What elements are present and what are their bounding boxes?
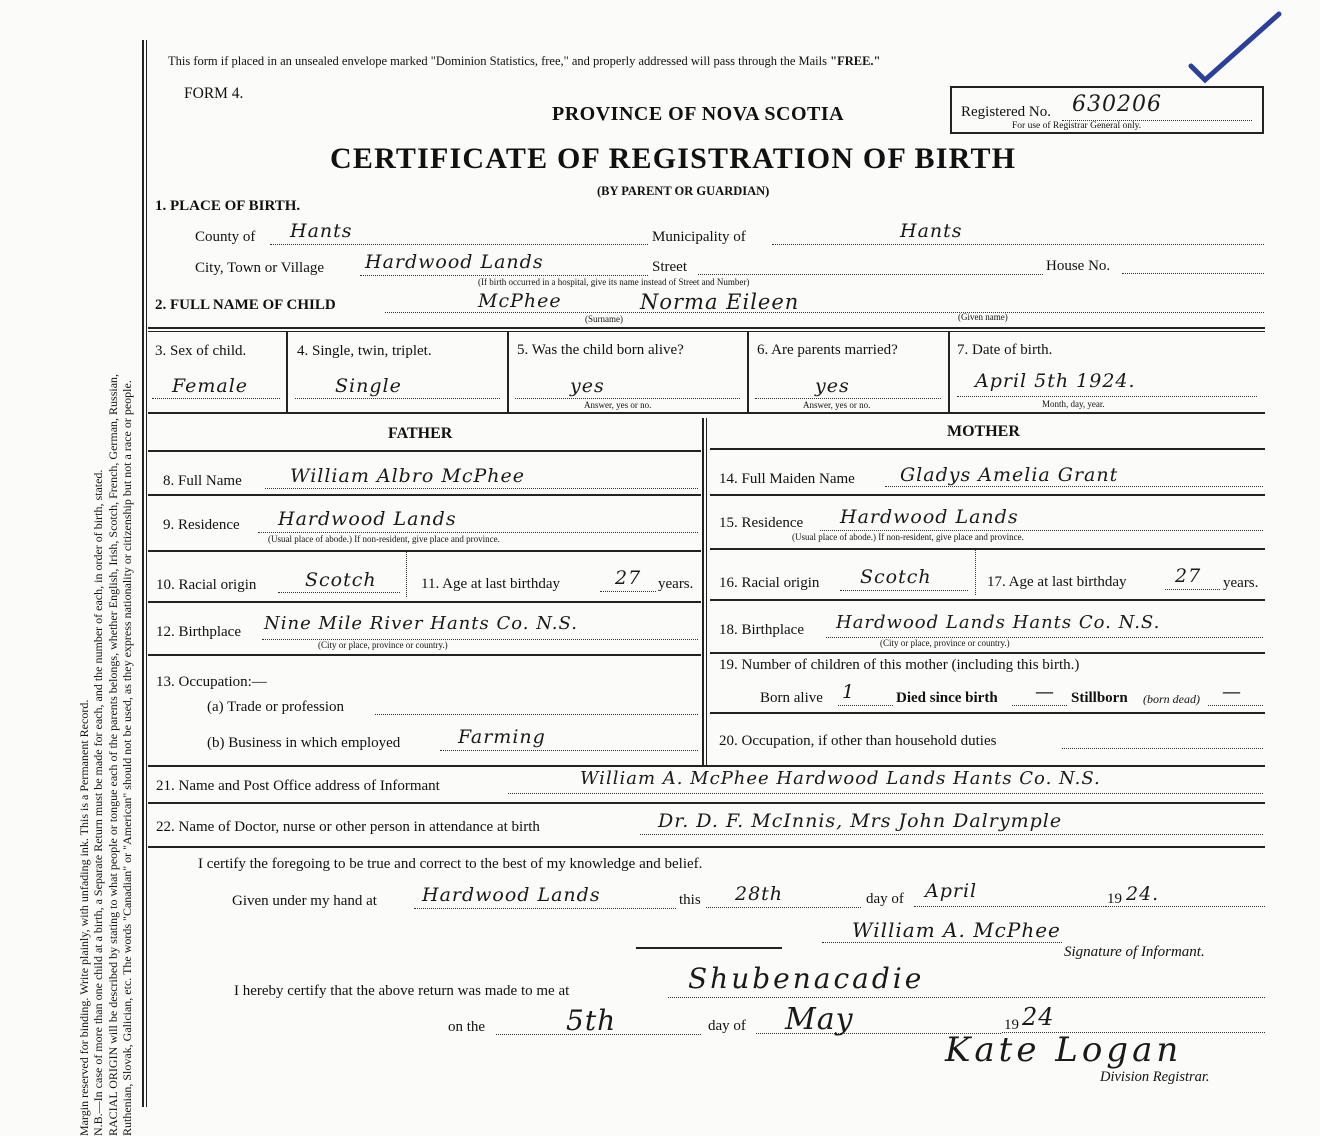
given-place-value: Hardwood Lands bbox=[422, 884, 601, 906]
mother-heading: MOTHER bbox=[947, 423, 1020, 440]
doctor-label: 22. Name of Doctor, nurse or other person in attendance at birth bbox=[156, 819, 540, 835]
father-residence-caption: (Usual place of abode.) If non-resident, give place and province. bbox=[268, 534, 500, 544]
mother-name-value: Gladys Amelia Grant bbox=[900, 464, 1119, 486]
father-birthplace-caption: (City or place, province or country.) bbox=[318, 640, 448, 650]
sex-label: 3. Sex of child. bbox=[155, 343, 247, 359]
mother-birthplace-label: 18. Birthplace bbox=[719, 622, 804, 638]
plurality-label: 4. Single, twin, triplet. bbox=[297, 343, 432, 359]
child-surname: McPhee bbox=[478, 290, 562, 312]
stillborn-caption: (born dead) bbox=[1143, 692, 1200, 706]
informant-signature: William A. McPhee bbox=[852, 918, 1061, 942]
informant-signature-caption: Signature of Informant. bbox=[1064, 944, 1205, 960]
registrar-day-of-label: day of bbox=[708, 1018, 746, 1034]
father-trade-label: (a) Trade or profession bbox=[207, 699, 345, 715]
father-birthplace-label: 12. Birthplace bbox=[156, 624, 241, 640]
registrar-signature-caption: Division Registrar. bbox=[1100, 1069, 1210, 1085]
on-the-label: on the bbox=[448, 1019, 486, 1035]
this-label: this bbox=[679, 892, 701, 908]
father-residence-value: Hardwood Lands bbox=[278, 508, 457, 530]
margin-rule bbox=[142, 40, 144, 1107]
mother-residence-value: Hardwood Lands bbox=[840, 506, 1019, 528]
informant-value: William A. McPhee Hardwood Lands Hants Co. N.S. bbox=[580, 768, 1101, 789]
margin-instructions bbox=[77, 56, 163, 1136]
father-name-value: William Albro McPhee bbox=[290, 465, 526, 487]
city-value: Hardwood Lands bbox=[365, 251, 544, 273]
father-business-label: (b) Business in which employed bbox=[207, 735, 401, 751]
form-number: FORM 4. bbox=[184, 85, 244, 102]
registrar-signature: Kate Logan bbox=[945, 1030, 1183, 1070]
given-under-label: Given under my hand at bbox=[232, 893, 377, 909]
mail-free: "FREE." bbox=[830, 54, 881, 68]
given-caption: (Given name) bbox=[958, 312, 1008, 322]
mother-race-label: 16. Racial origin bbox=[719, 575, 820, 591]
given-day-of-label: day of bbox=[866, 891, 904, 907]
mother-age-unit: years. bbox=[1223, 575, 1259, 591]
margin-rule-inner bbox=[146, 40, 147, 1107]
mail-notice: This form if placed in an unsealed envelope marked "Dominion Statistics, free," and properly addressed will pass through the Mails "FREE." bbox=[168, 54, 881, 68]
father-heading: FATHER bbox=[388, 425, 453, 442]
certificate-subtitle: (BY PARENT OR GUARDIAN) bbox=[597, 184, 770, 198]
margin-line-1: Margin reserved for binding. Write plainly, with unfading ink. This is a Permanent Record. bbox=[77, 699, 91, 1136]
mother-age-value: 27 bbox=[1175, 565, 1202, 587]
alive-caption: Answer, yes or no. bbox=[584, 400, 652, 410]
father-race-label: 10. Racial origin bbox=[156, 577, 257, 593]
certificate-title: CERTIFICATE OF REGISTRATION OF BIRTH bbox=[330, 142, 1017, 175]
alive-label: 5. Was the child born alive? bbox=[517, 342, 684, 358]
mother-age-label: 17. Age at last birthday bbox=[987, 574, 1127, 590]
margin-line-2: N.B.—In case of more than one child at a birth, a Separate Return must be made for each, and the number of each, in order of birth, stated. bbox=[91, 469, 106, 1136]
father-birthplace-value: Nine Mile River Hants Co. N.S. bbox=[264, 613, 578, 634]
stillborn-value: — bbox=[1222, 681, 1242, 703]
stillborn-label: Stillborn bbox=[1071, 690, 1128, 706]
place-of-birth-heading: 1. PLACE OF BIRTH. bbox=[155, 198, 301, 214]
children-count-label: 19. Number of children of this mother (including this birth.) bbox=[719, 657, 1080, 673]
given-year-value: 24. bbox=[1126, 883, 1160, 905]
house-label: House No. bbox=[1046, 258, 1111, 274]
married-label: 6. Are parents married? bbox=[757, 342, 898, 358]
surname-caption: (Surname) bbox=[585, 314, 623, 324]
mother-race-value: Scotch bbox=[860, 566, 932, 588]
mother-name-label: 14. Full Maiden Name bbox=[719, 471, 855, 487]
father-business-value: Farming bbox=[458, 726, 546, 748]
registrar-month-value: May bbox=[785, 1002, 854, 1037]
father-age-value: 27 bbox=[615, 567, 642, 589]
sex-value: Female bbox=[172, 375, 249, 397]
registrar-year-prefix: 19 bbox=[1004, 1017, 1019, 1033]
city-label: City, Town or Village bbox=[195, 260, 325, 276]
dob-label: 7. Date of birth. bbox=[957, 342, 1053, 358]
informant-label: 21. Name and Post Office address of Informant bbox=[156, 778, 440, 794]
mother-birthplace-value: Hardwood Lands Hants Co. N.S. bbox=[836, 612, 1161, 633]
hospital-note: (If birth occurred in a hospital, give its name instead of Street and Number) bbox=[478, 277, 750, 287]
child-name-label: 2. FULL NAME OF CHILD bbox=[155, 297, 336, 313]
father-name-label: 8. Full Name bbox=[163, 473, 242, 489]
registrar-statement: I hereby certify that the above return was made to me at bbox=[234, 983, 570, 999]
given-year-prefix: 19 bbox=[1107, 891, 1122, 907]
father-residence-label: 9. Residence bbox=[163, 517, 240, 533]
died-since-birth-value: — bbox=[1035, 681, 1055, 703]
registered-value: 630206 bbox=[1072, 92, 1162, 117]
registrar-place-value: Shubenacadie bbox=[688, 962, 925, 995]
check-mark-icon bbox=[1185, 8, 1285, 84]
certification-statement: I certify the foregoing to be true and correct to the best of my knowledge and belief. bbox=[198, 856, 703, 872]
registrar-day-value: 5th bbox=[566, 1004, 617, 1037]
married-caption: Answer, yes or no. bbox=[803, 400, 871, 410]
born-alive-label: Born alive bbox=[760, 690, 823, 706]
dob-caption: Month, day, year. bbox=[1042, 399, 1105, 409]
mother-residence-caption: (Usual place of abode.) If non-resident, give place and province. bbox=[792, 532, 1024, 542]
registered-number-box bbox=[950, 86, 1264, 134]
mother-occupation-label: 20. Occupation, if other than household duties bbox=[719, 733, 997, 749]
born-alive-value: 1 bbox=[842, 681, 856, 703]
died-since-birth-label: Died since birth bbox=[896, 690, 998, 706]
child-given-name: Norma Eileen bbox=[640, 290, 800, 314]
father-age-unit: years. bbox=[658, 576, 694, 592]
municipality-label: Municipality of bbox=[652, 229, 746, 245]
registrar-year-value: 24 bbox=[1022, 1003, 1055, 1031]
dob-value: April 5th 1924. bbox=[975, 370, 1136, 392]
registered-label: Registered No. bbox=[961, 104, 1051, 120]
father-age-label: 11. Age at last birthday bbox=[421, 576, 560, 592]
married-value: yes bbox=[815, 375, 850, 397]
margin-line-3: RACIAL ORIGIN will be described by stating to what people or tongue each of the parents belongs, whether English, Irish, Scotch, French, German, Russian, bbox=[105, 373, 120, 1136]
municipality-value: Hants bbox=[900, 220, 963, 242]
mother-residence-label: 15. Residence bbox=[719, 515, 804, 531]
father-race-value: Scotch bbox=[305, 569, 377, 591]
doctor-value: Dr. D. F. McInnis, Mrs John Dalrymple bbox=[658, 810, 1063, 832]
plurality-value: Single bbox=[335, 375, 402, 397]
alive-value: yes bbox=[570, 375, 605, 397]
county-value: Hants bbox=[290, 220, 353, 242]
street-label: Street bbox=[652, 259, 687, 275]
county-label: County of bbox=[195, 229, 256, 245]
margin-line-4: Ruthenian, Slovak, Galician, etc. The words "Canadian" or "American" should not be used, as they express nationality or citizenship but not a race or people. bbox=[120, 380, 135, 1136]
registrar-note: For use of Registrar General only. bbox=[1012, 121, 1142, 131]
province-heading: PROVINCE OF NOVA SCOTIA bbox=[552, 103, 845, 125]
father-occupation-label: 13. Occupation:— bbox=[156, 674, 267, 690]
mother-birthplace-caption: (City or place, province or country.) bbox=[880, 638, 1010, 648]
given-day-value: 28th bbox=[735, 883, 784, 905]
given-month-value: April bbox=[925, 880, 978, 902]
